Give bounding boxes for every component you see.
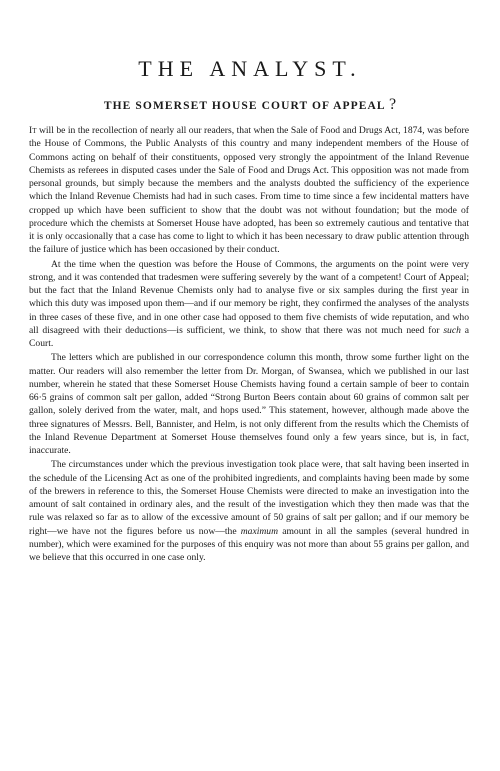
paragraph-1-text: will be in the recollection of nearly all our readers, that when the Sale of Food and Drugs Act, 1874, was before the House of Commons, the Public Analysts of this country and many independent members of the House of Commons acting on behalf of their constituents, opposed very strongly the appointment of the Inland Revenue Chemists as referees in disputed cases under the Sale of Food and Drugs Act. This opposition was not made from personal grounds, but simply because the members and the analysts doubted the sufficiency of the experience which the Inland Revenue Chemists had had in such cases. From time to time since a few incidental matters have cropped up which have been sufficient to show that the doubt was not without foundation; but the mode of procedure which the chemists at Somerset House have adopted, has been so extremely cautious and tentative that it is only occasionally that a case has come to light to which it has been necessary to draw public attention through the failure of justice which has been occasioned by their conduct. xyxy=(29,125,469,256)
paragraph-4-text-after: amount in all the samples (several hundred in number), which were examined for the purposes of this enquiry was not more than about 55 grains per gallon, and we believe that this occurred in one case only. xyxy=(29,525,469,563)
paragraph-2 xyxy=(29,258,469,351)
paragraph-2-text-after: a Court. xyxy=(29,324,469,349)
article-title xyxy=(0,96,500,114)
article-body xyxy=(29,124,469,564)
paragraph-2-text-before: At the time when the question was before the House of Commons, the arguments on the point were very strong, and it was contended that tradesmen were suffering severely by the want of a competent! Court of Appeal; but the fact that the Inland Revenue Chemists only had to analyse five or six samples during the first year in which this duty was imposed upon them—and if our memory be right, they confirmed the analyses of the analysts in three cases of these five, and in one other case had opposed to them five chemists of wide reputation, and who all disagreed with their deductions—is sufficient, we think, to show that there was not much need for xyxy=(29,258,469,336)
article-title-text: THE SOMERSET HOUSE COURT OF APPEAL xyxy=(103,100,386,112)
paragraph-2-emphasis: such xyxy=(443,324,461,336)
paragraph-3 xyxy=(29,351,469,457)
paragraph-4-text-before: The circumstances under which the previous investigation took place were, that salt having been inserted in the schedule of the Licensing Act as one of the prohibited ingredients, and complaints having been made by some of the brewers in reference to this, the Somerset House Chemists were directed to make an investigation into the amount of salt contained in ordinary ales, and the result of the investigation which they then made was that the rule was relaxed so far as to allow of the excessive amount of 50 grains of salt per gallon; and if our memory be right—we have not the figures before us now—the xyxy=(29,459,469,537)
paragraph-1-lead: It xyxy=(29,125,37,136)
paragraph-1 xyxy=(29,124,469,257)
paragraph-3-text: The letters which are published in our correspondence column this month, throw some further light on the matter. Our readers will also remember the letter from Dr. Morgan, of Swansea, which we published in our last number, wherein he stated that these Somerset House Chemists having found a certain sample of beer to contain 66·5 grains of common salt per gallon, added “Strong Burton Beers contain about 60 grains of common salt per gallon, solely derived from the water, malt, and hops used.” This statement, however, although made above the three signatures of Messrs. Bell, Bannister, and Helm, is not only different from the results which the Chemists of the Inland Revenue Department at Somerset House themselves found only a few years since, but is, in fact, inaccurate. xyxy=(29,352,469,456)
paragraph-4 xyxy=(29,458,469,564)
paragraph-4-emphasis: maximum xyxy=(240,525,279,537)
article-title-question-mark: ? xyxy=(389,96,397,113)
journal-title: THE ANALYST. xyxy=(138,56,362,81)
